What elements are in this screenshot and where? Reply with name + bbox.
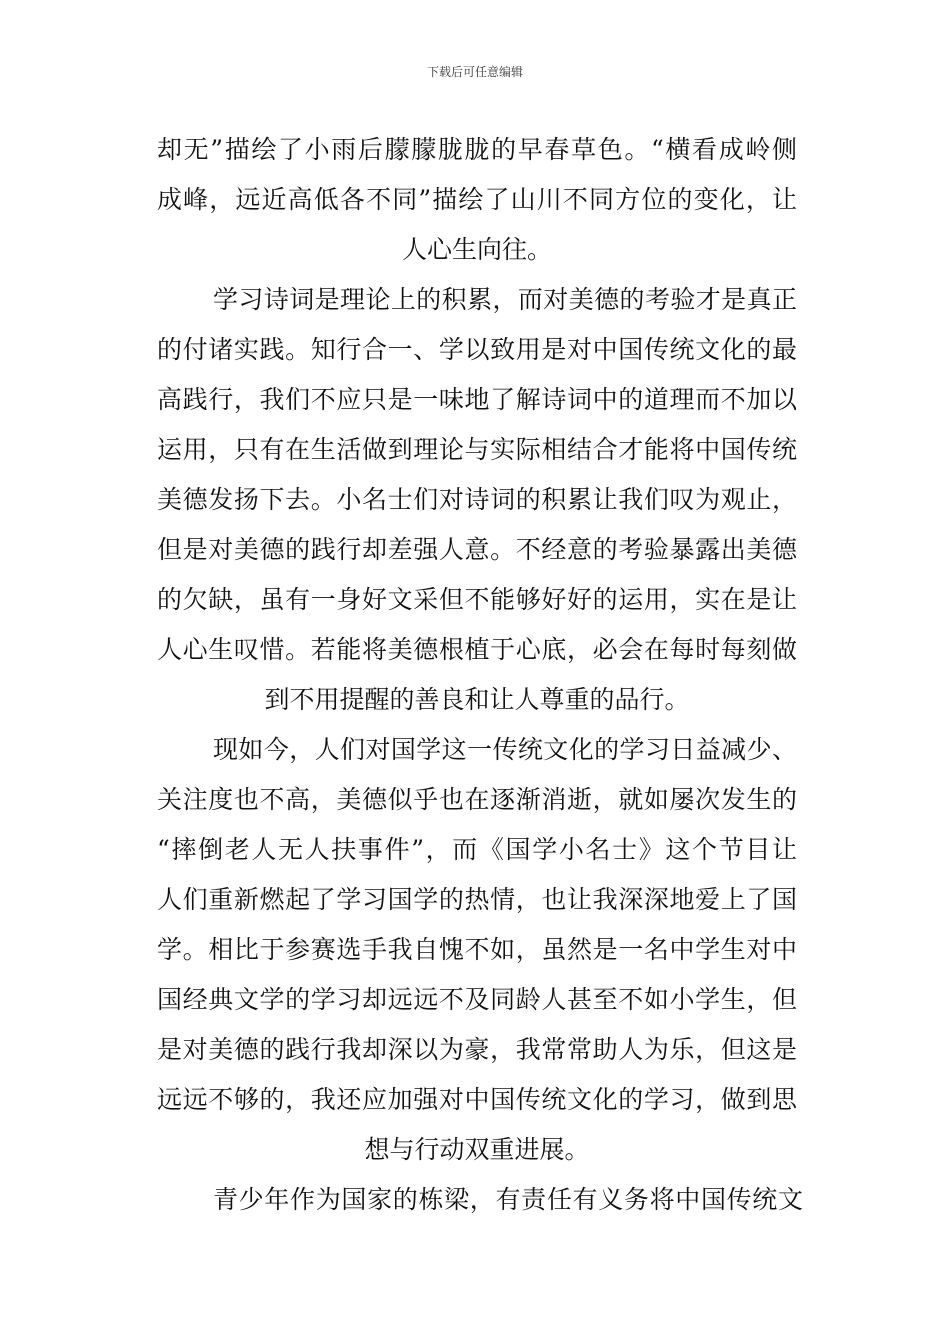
text-line: “摔倒老人无人扶事件”，而《国学小名士》这个节目让: [157, 835, 797, 864]
text-line: 人心生叹惜。若能将美德根植于心底，必会在每时每刻做: [157, 635, 797, 664]
text-line: 高践行，我们不应只是一味地了解诗词中的道理而不加以: [157, 385, 797, 414]
text-line: 的付诸实践。知行合一、学以致用是对中国传统文化的最: [157, 335, 797, 364]
text-line: 现如今，人们对国学这一传统文化的学习日益减少、: [213, 735, 797, 764]
text-line: 但是对美德的践行却差强人意。不经意的考验暴露出美德: [157, 535, 797, 564]
text-line: 运用，只有在生活做到理论与实际相结合才能将中国传统: [157, 435, 797, 464]
text-line: 青少年作为国家的栋梁，有责任有义务将中国传统文: [213, 1185, 803, 1214]
text-line: 却无”描绘了小雨后朦朦胧胧的早春草色。“横看成岭侧: [157, 135, 797, 164]
text-line: 是对美德的践行我却深以为豪，我常常助人为乐，但这是: [157, 1035, 797, 1064]
text-line: 人心生向往。: [401, 235, 552, 264]
text-line: 人们重新燃起了学习国学的热情，也让我深深地爱上了国: [157, 885, 797, 914]
text-line: 学。相比于参赛选手我自愧不如，虽然是一名中学生对中: [157, 935, 797, 964]
page-header: 下载后可任意编辑: [426, 65, 523, 79]
text-line: 的欠缺，虽有一身好文采但不能够好好的运用，实在是让: [157, 585, 797, 614]
text-line: 学习诗词是理论上的积累，而对美德的考验才是真正: [213, 285, 797, 314]
text-line: 远远不够的，我还应加强对中国传统文化的学习，做到思: [157, 1085, 797, 1114]
text-line: 美德发扬下去。小名士们对诗词的积累让我们叹为观止，: [157, 485, 797, 514]
text-line: 关注度也不高，美德似乎也在逐渐消逝，就如屡次发生的: [157, 785, 797, 814]
text-line: 成峰，远近高低各不同”描绘了山川不同方位的变化，让: [157, 185, 797, 214]
text-line: 想与行动双重进展。: [364, 1135, 590, 1164]
text-line: 到不用提醒的善良和让人尊重的品行。: [264, 685, 690, 714]
text-line: 国经典文学的学习却远远不及同龄人甚至不如小学生，但: [157, 985, 797, 1014]
